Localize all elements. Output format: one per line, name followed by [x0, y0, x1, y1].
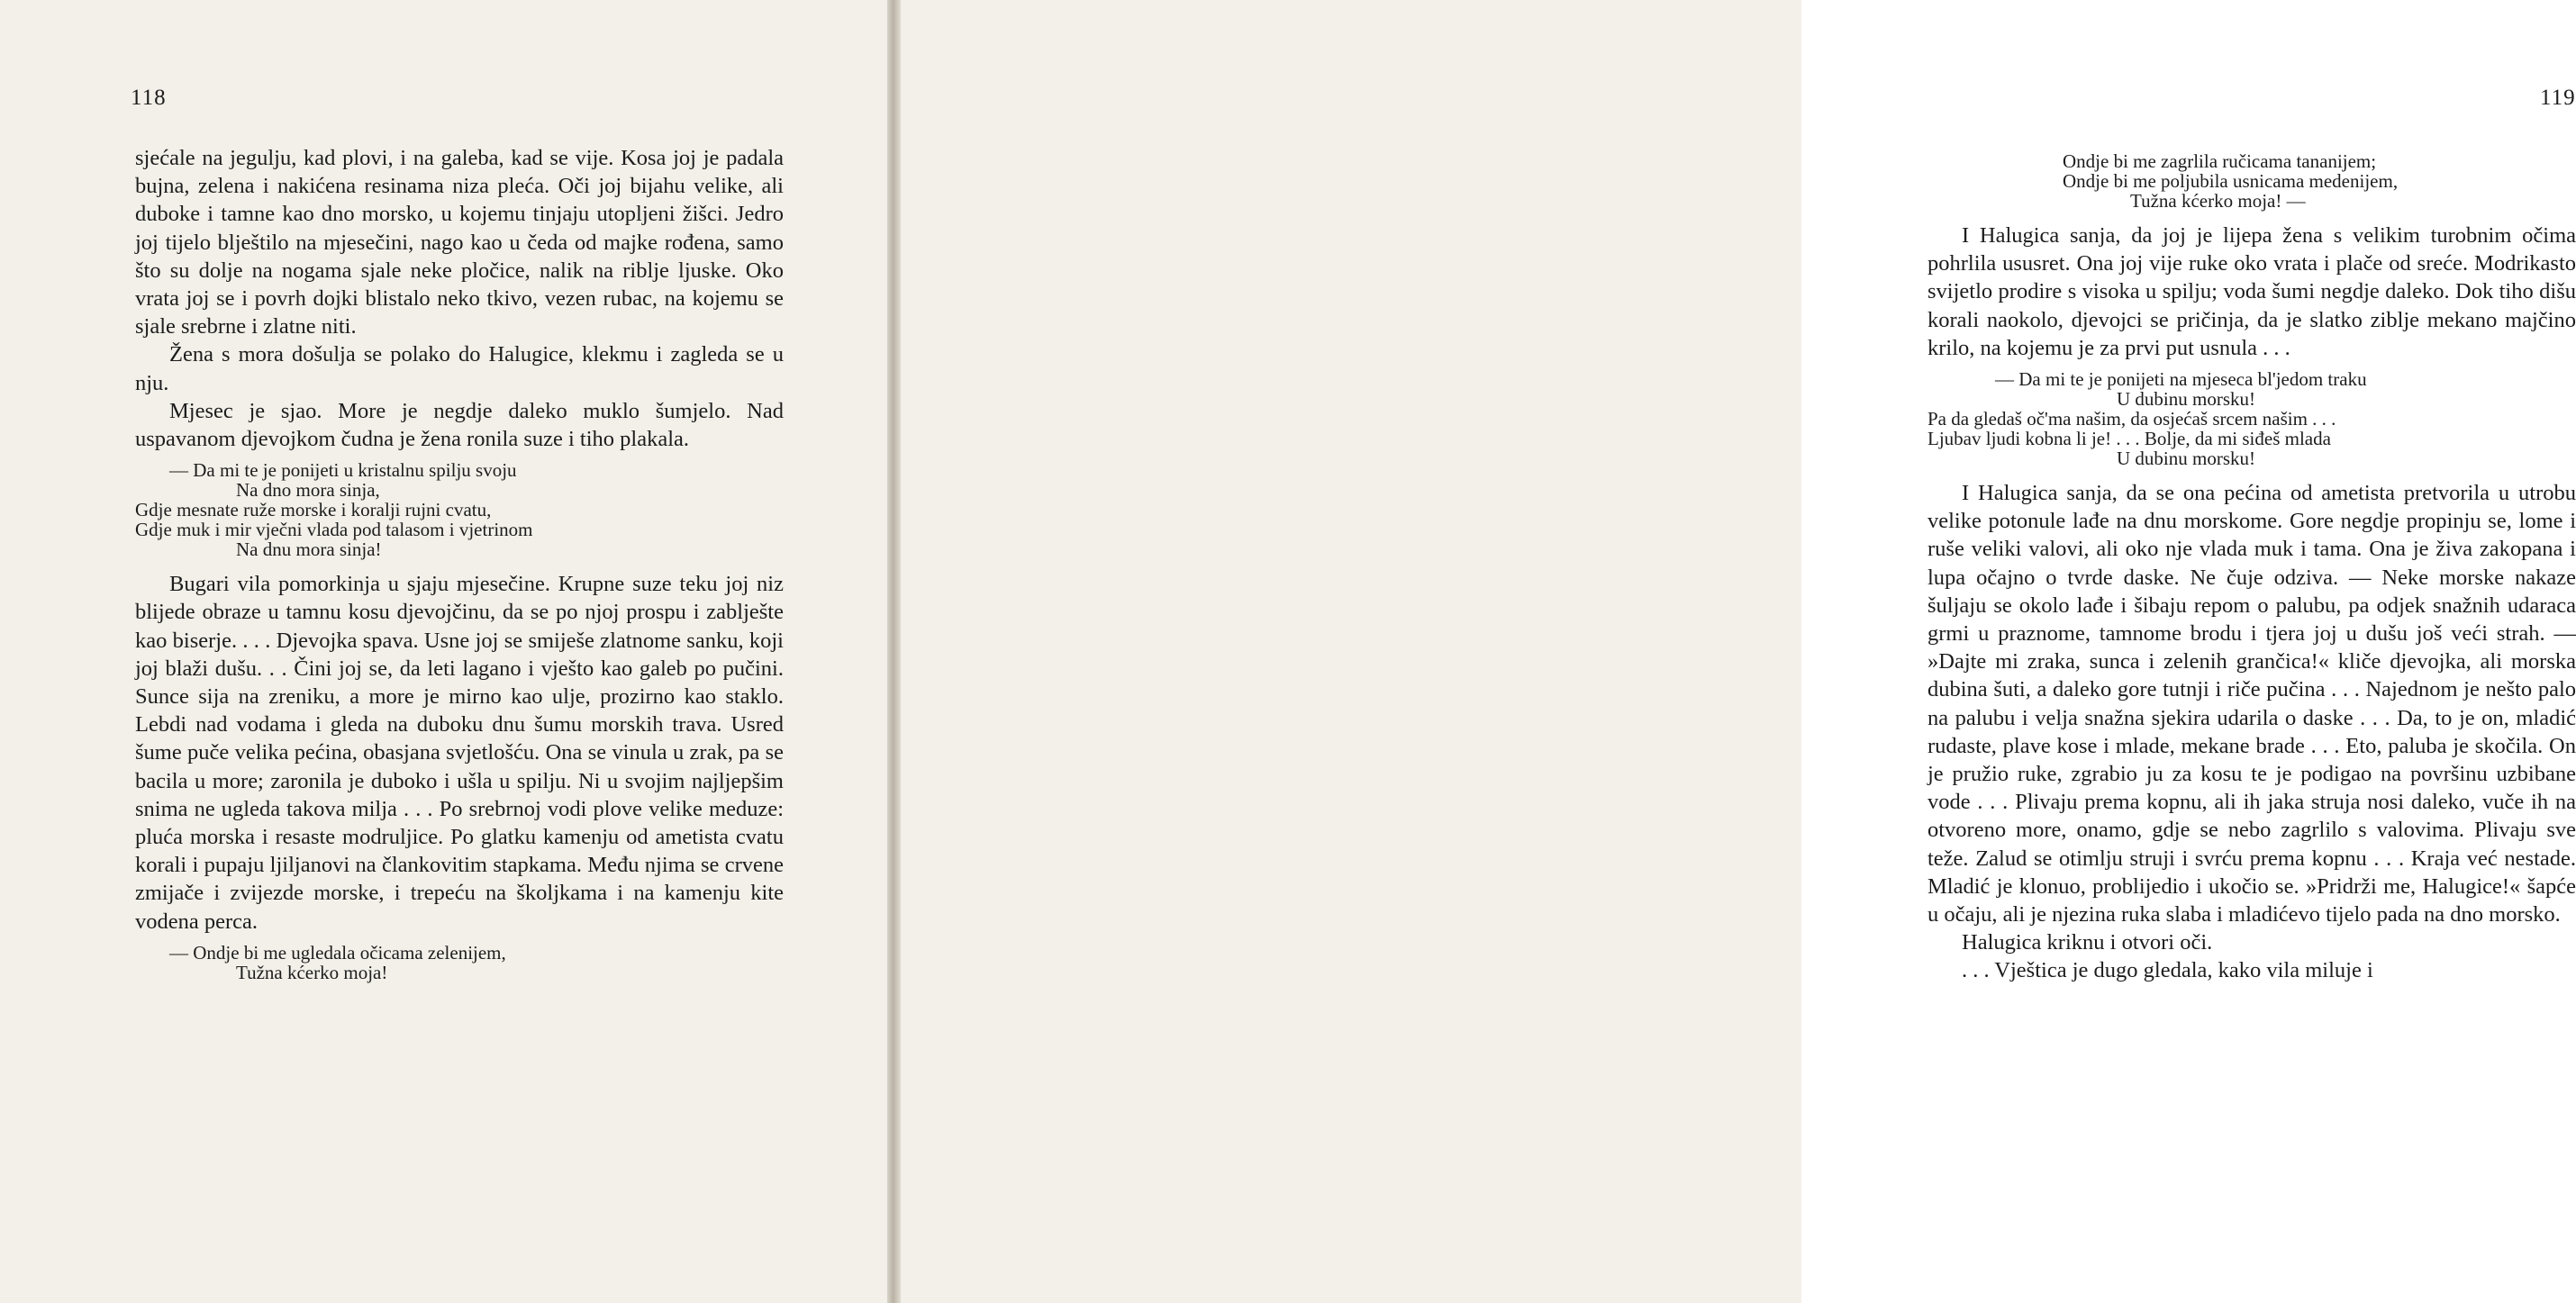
- verse-line: Ljubav ljudi kobna li je! . . . Bolje, da mi siđeš mlada: [1927, 428, 2331, 450]
- verse-line: Na dnu mora sinja!: [236, 538, 382, 561]
- page-number-right: 119: [2540, 86, 2576, 110]
- paragraph: I Halugica sanja, da joj je lijepa žena s velikim turobnim očima pohrlila ususret. Ona joj vije ruke oko vrata i plače od sreće. Modrikasto svijetlo prodire s visoka u spilju; voda šumi negdje daleko. Dok tiho dišu korali naokolo, djevojci se pričinja, da je slatko ziblje mekano majčino krilo, na kojemu je za prvi put usnula . . .: [1927, 223, 2576, 360]
- paragraph: sjećale na jegulju, kad plovi, i na galeba, kad se vije. Kosa joj je padala bujna, zelena i nakićena resinama niza pleća. Oči joj bijahu velike, ali duboke i tamne kao dno morsko, u kojemu tinjaju utopljeni žišci. Jedro joj tijelo blještilo na mjesečini, nago kao u čeda od majke rođena, samo što su dolje na nogama sjale neke pločice, nalik na riblje ljuske. Oko vrata joj se i povrh dojki blistalo neko tkivo, vezen rubac, na kojemu se sjale srebrne i zlatne niti.: [135, 146, 784, 339]
- verse-block: [135, 943, 784, 982]
- verse-line: U dubinu morsku!: [2117, 388, 2255, 411]
- verse-line: — Ondje bi me ugledala očicama zelenijem,: [169, 941, 506, 964]
- left-page-text: [135, 144, 784, 993]
- paragraph: Mjesec je sjao. More je negdje daleko muklo šumjelo. Nad uspavanom djevojkom čudna je žena ronila suze i tiho plakala.: [135, 398, 784, 452]
- verse-line: Gdje mesnate ruže morske i koralji rujni cvatu,: [135, 499, 492, 521]
- verse-block: [1927, 369, 2576, 468]
- verse-line: Ondje bi me zagrlila ručicama tananijem;: [2063, 150, 2377, 172]
- paragraph: . . . Vještica je dugo gledala, kako vila miluje i: [1962, 958, 2373, 983]
- paragraph: Žena s mora došulja se polako do Halugice, klekmu i zagleda se u nju.: [135, 342, 784, 395]
- verse-line: Tužna kćerko moja!: [236, 961, 388, 983]
- book-gutter: [887, 0, 901, 1303]
- verse-line: Gdje muk i mir vječni vlada pod talasom i vjetrinom: [135, 519, 533, 541]
- verse-line: — Da mi te je ponijeti u kristalnu spilju svoju: [169, 459, 517, 482]
- verse-line: Ondje bi me poljubila usnicama medenijem,: [2063, 170, 2399, 192]
- verse-line: U dubinu morsku!: [2117, 448, 2255, 470]
- verse-line: — Da mi te je ponijeti na mjeseca bl'jedom traku: [1995, 368, 2367, 391]
- verse-line: Tužna kćerko moja! —: [2130, 190, 2306, 212]
- verse-block: [1927, 151, 2576, 211]
- verse-line: Pa da gledaš oč'ma našim, da osjećaš srcem našim . . .: [1927, 408, 2336, 430]
- verse-line: Na dno mora sinja,: [236, 479, 380, 502]
- paragraph: I Halugica sanja, da se ona pećina od ametista pretvorila u utrobu velike potonule lađe na dnu morskome. Gore negdje propinju se, lome i ruše veliki valovi, ali oko nje vlada muk i tama. Ona je živa zakopana i lupa očajno o tvrde daske. Ne čuje odziva. — Neke morske nakaze šuljaju se okolo lađe i šibaju repom o palubu, pa odjek snažnih udaraca grmi u praznome, tamnome brodu i tjera joj u dušu još veći strah. — »Dajte mi zraka, sunca i zelenih grančica!« kliče djevojka, ali morska dubina šuti, a daleko gore tutnji i riče pučina . . . Najednom je nešto palo na palubu i velja snažna sjekira udarila o daske . . . Da, to je on, mladić rudaste, plave kose i mlade, mekane brade . . . Eto, paluba je skočila. On je pružio ruke, zgrabio ju za kosu te je podigao na površinu uzbibane vode . . . Plivaju prema kopnu, ali ih jaka struja nosi daleko, vuče ih na otvoreno more, onamo, gdje se nebo zagrlilo s valovima. Plivaju sve teže. Zalud se otimlju struji i svrću prema kopnu . . . Kraja već nestade. Mladić je klonuo, problijedio i ukočio se. »Pridrži me, Halugice!« šapće u očaju, ali je njezina ruka slaba i mladićevo tijelo pada na dno morsko.: [1927, 481, 2576, 927]
- paragraph: Halugica kriknu i otvori oči.: [1962, 930, 2213, 955]
- paragraph: Bugari vila pomorkinja u sjaju mjesečine. Krupne suze teku joj niz blijede obraze u tamnu kosu djevojčinu, da se po njoj prospu i zablještе kao biserje. . . . Djevojka spava. Usne joj se smiješe zlatnome sanku, koji joj blaži dušu. . . Čini joj se, da leti lagano i vješto kao galeb po pučini. Sunce sija na zreniku, a more je mirno kao ulje, prozirno kao staklo. Lebdi nad vodama i gleda na duboku dnu šumu morskih trava. Usred šume puče velika pećina, obasjana svjetlošću. Ona se vinula u zrak, pa se bacila u more; zaronila je duboko i ušla u spilju. Ni u svojim najljepšim snima ne ugleda takova milja . . . Po srebrnoj vodi plove velike meduze: pluća morska i resaste modruljice. Po glatku kamenju od ametista cvatu korali i pupaju ljiljanovi na člankovitim stapkama. Među njima se crvene zmijače i zvijezde morske, i trepeću na školjkama i na kamenju kite vodena perca.: [135, 572, 784, 934]
- right-page-text: [1927, 144, 2576, 985]
- page-number-left: 118: [131, 86, 167, 110]
- verse-block: [135, 460, 784, 559]
- right-page: [901, 0, 2576, 1303]
- left-page: [0, 0, 887, 1303]
